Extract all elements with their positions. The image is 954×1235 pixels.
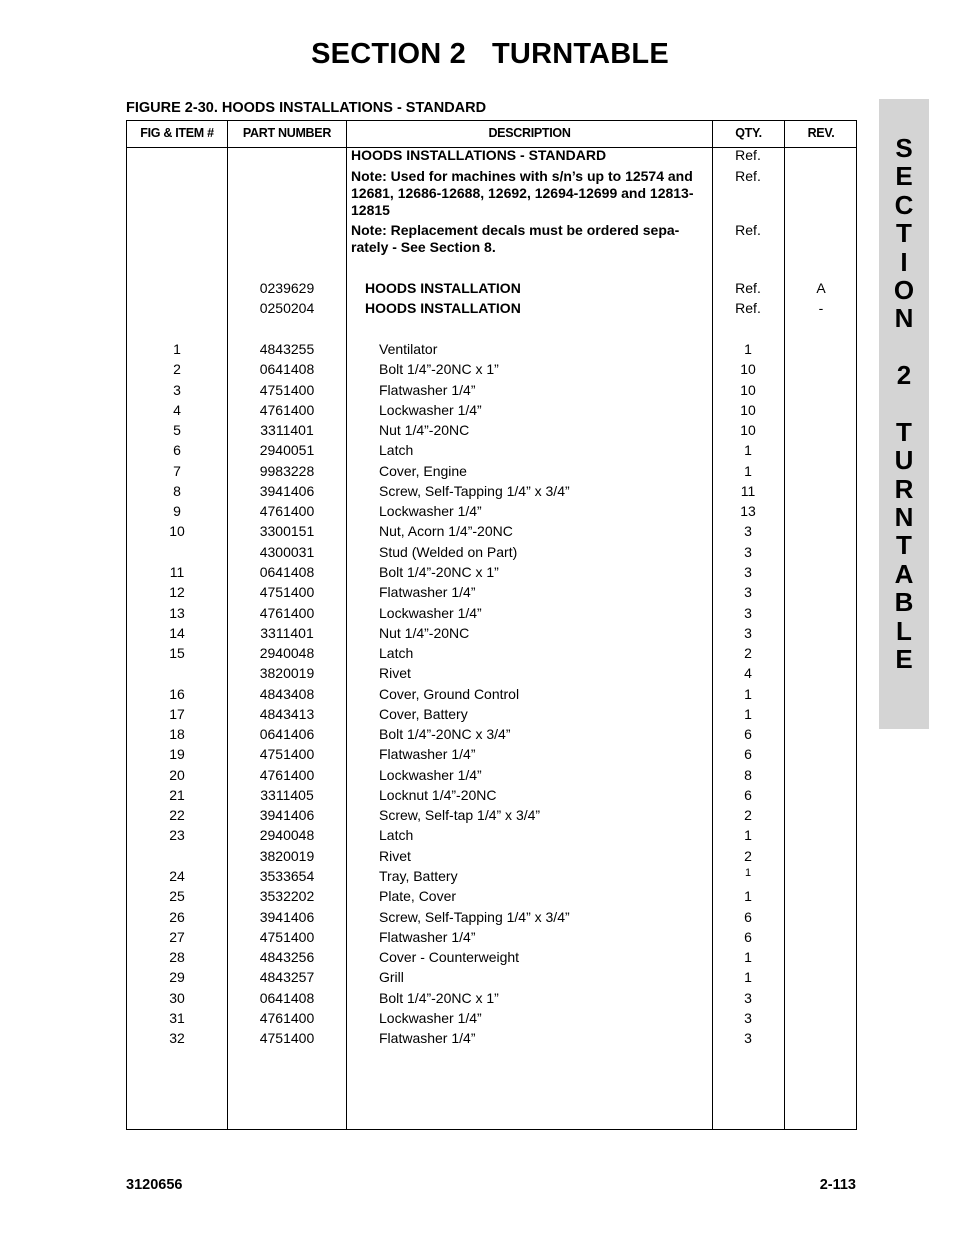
item-description: Latch <box>379 645 414 661</box>
header-description: DESCRIPTION <box>488 126 571 140</box>
item-number: 9 <box>173 503 181 519</box>
item-part-number: 3311405 <box>260 787 314 803</box>
item-description: Ventilator <box>379 341 438 357</box>
tab-letter: U <box>894 445 914 476</box>
item-number: 4 <box>173 402 181 418</box>
figure-title: FIGURE 2-30. HOODS INSTALLATIONS - STANDARD <box>126 100 487 116</box>
item-qty: 1 <box>744 867 752 879</box>
section-tab <box>879 99 929 729</box>
item-number: 2 <box>173 361 181 377</box>
assembly-qty: Ref. <box>735 300 761 316</box>
item-part-number: 4300031 <box>259 544 315 560</box>
note-qty: Ref. <box>735 222 761 238</box>
item-number: 13 <box>169 605 185 621</box>
item-part-number: 3311401 <box>260 625 314 641</box>
tab-letter: E <box>895 644 913 675</box>
item-qty: 11 <box>740 483 756 499</box>
item-description: Nut 1/4”-20NC <box>379 422 470 438</box>
item-part-number: 4761400 <box>259 402 315 418</box>
item-qty: 1 <box>744 827 752 843</box>
item-part-number: 3941406 <box>259 909 315 925</box>
item-part-number: 4843408 <box>259 686 315 702</box>
item-description: Bolt 1/4”-20NC x 1” <box>379 564 499 580</box>
header-fig-item: FIG & ITEM # <box>140 126 214 140</box>
item-number: 21 <box>169 787 185 803</box>
item-description: Rivet <box>379 665 411 681</box>
section-number: SECTION 2 <box>311 38 467 70</box>
item-qty: 3 <box>744 523 752 539</box>
item-number: 12 <box>169 584 185 600</box>
item-part-number: 3820019 <box>259 665 315 681</box>
item-description: Flatwasher 1/4” <box>379 584 476 600</box>
item-qty: 1 <box>744 686 752 702</box>
item-number: 20 <box>169 767 185 783</box>
item-qty: 13 <box>740 503 756 519</box>
tab-letter: O <box>893 274 915 305</box>
item-qty: 10 <box>740 361 756 377</box>
item-part-number: 2940051 <box>259 442 315 458</box>
section-title <box>0 38 954 71</box>
tab-letter: T <box>896 218 912 249</box>
header-qty: QTY. <box>735 126 762 140</box>
item-description: Rivet <box>379 848 411 864</box>
item-description: Screw, Self-tap 1/4” x 3/4” <box>379 807 541 823</box>
parts-table <box>126 120 857 1130</box>
item-number: 22 <box>169 807 185 823</box>
item-description: Nut 1/4”-20NC <box>379 625 470 641</box>
item-description: Cover, Battery <box>379 706 468 722</box>
item-qty: 3 <box>744 1010 752 1026</box>
item-number: 5 <box>173 422 181 438</box>
item-number: 23 <box>169 827 185 843</box>
item-description: Flatwasher 1/4” <box>379 382 476 398</box>
item-description: Locknut 1/4”-20NC <box>379 787 497 803</box>
item-number: 18 <box>169 726 185 742</box>
tab-letter: I <box>900 246 908 277</box>
item-description: Grill <box>379 969 404 985</box>
item-part-number: 4843255 <box>259 341 315 357</box>
item-part-number: 2940048 <box>259 645 315 661</box>
note-text: Note: Replacement decals must be ordered sepa-rately - See Section 8. <box>351 222 680 255</box>
item-qty: 10 <box>740 402 756 418</box>
item-qty: 3 <box>744 990 752 1006</box>
column-divider <box>784 121 785 1129</box>
tab-letter: C <box>894 189 914 220</box>
item-description: Plate, Cover <box>379 888 457 904</box>
item-number: 10 <box>169 523 185 539</box>
assembly-rev: A <box>816 280 826 296</box>
item-qty: 6 <box>744 909 752 925</box>
item-description: Bolt 1/4”-20NC x 1” <box>379 361 499 377</box>
item-part-number: 3311401 <box>260 422 314 438</box>
item-qty: 2 <box>744 645 752 661</box>
item-qty: 3 <box>744 544 752 560</box>
note-text: Note: Used for machines with s/n’s up to 12574 and 12681, 12686-12688, 12692, 12694-12699 and 12813-12815 <box>351 168 694 218</box>
item-qty: 2 <box>744 807 752 823</box>
item-part-number: 3532202 <box>259 888 315 904</box>
item-description: Latch <box>379 442 414 458</box>
item-number: 16 <box>169 686 185 702</box>
item-part-number: 3533654 <box>259 868 315 884</box>
item-number: 8 <box>173 483 181 499</box>
section-name: TURNTABLE <box>492 38 669 70</box>
item-part-number: 4761400 <box>259 503 315 519</box>
item-qty: 3 <box>744 605 752 621</box>
tab-letter: N <box>894 303 914 334</box>
item-part-number: 4751400 <box>259 746 315 762</box>
item-qty: 1 <box>744 706 752 722</box>
item-qty: 10 <box>740 382 756 398</box>
item-qty: 6 <box>744 746 752 762</box>
item-part-number: 4843257 <box>259 969 315 985</box>
item-number: 27 <box>169 929 185 945</box>
item-number: 7 <box>173 463 181 479</box>
item-number: 28 <box>169 949 185 965</box>
item-part-number: 4761400 <box>259 767 315 783</box>
header-rev: REV. <box>807 126 835 140</box>
item-qty: 10 <box>740 422 756 438</box>
item-description: Lockwasher 1/4” <box>379 503 482 519</box>
item-qty: 3 <box>744 584 752 600</box>
assembly-rev: - <box>818 300 824 316</box>
item-part-number: 4761400 <box>259 605 315 621</box>
tab-letter: N <box>894 502 914 533</box>
assembly-part-number: 0239629 <box>259 280 315 296</box>
item-description: Lockwasher 1/4” <box>379 1010 482 1026</box>
item-qty: 2 <box>744 848 752 864</box>
item-number: 32 <box>169 1030 185 1046</box>
item-part-number: 3941406 <box>259 483 315 499</box>
item-part-number: 4843413 <box>259 706 315 722</box>
tab-letter: B <box>894 587 914 618</box>
item-part-number: 4843256 <box>259 949 315 965</box>
note-text: HOODS INSTALLATIONS - STANDARD <box>351 147 607 163</box>
item-part-number: 0641408 <box>259 361 315 377</box>
item-part-number: 4751400 <box>259 584 315 600</box>
item-part-number: 3941406 <box>259 807 315 823</box>
assembly-qty: Ref. <box>735 280 761 296</box>
item-qty: 6 <box>744 787 752 803</box>
item-description: Flatwasher 1/4” <box>379 746 476 762</box>
item-description: Stud (Welded on Part) <box>379 544 518 560</box>
item-number: 19 <box>169 746 185 762</box>
item-description: Cover - Counterweight <box>379 949 520 965</box>
item-number: 17 <box>169 706 185 722</box>
item-part-number: 0641406 <box>259 726 315 742</box>
item-part-number: 4751400 <box>259 929 315 945</box>
tab-letter: E <box>895 161 913 192</box>
item-number: 31 <box>169 1010 185 1026</box>
section-tab-letters <box>879 134 929 673</box>
item-description: Flatwasher 1/4” <box>379 929 476 945</box>
item-description: Lockwasher 1/4” <box>379 605 482 621</box>
item-description: Cover, Ground Control <box>379 686 520 702</box>
item-description: Screw, Self-Tapping 1/4” x 3/4” <box>379 483 570 499</box>
item-description: Bolt 1/4”-20NC x 1” <box>379 990 499 1006</box>
item-part-number: 0641408 <box>259 990 315 1006</box>
tab-letter: T <box>896 530 912 561</box>
item-part-number: 9983228 <box>259 463 315 479</box>
item-number: 26 <box>169 909 185 925</box>
tab-letter: R <box>894 473 914 504</box>
page-number: 2-113 <box>819 1177 856 1193</box>
item-number: 30 <box>169 990 185 1006</box>
item-part-number: 4751400 <box>259 1030 315 1046</box>
item-number: 6 <box>173 442 181 458</box>
tab-letter: 2 <box>896 360 912 391</box>
item-number: 29 <box>169 969 185 985</box>
item-qty: 6 <box>744 726 752 742</box>
item-part-number: 3300151 <box>259 523 315 539</box>
item-description: Nut, Acorn 1/4”-20NC <box>379 523 513 539</box>
item-qty: 1 <box>744 969 752 985</box>
item-qty: 1 <box>744 442 752 458</box>
assembly-description: HOODS INSTALLATION <box>365 300 521 316</box>
item-part-number: 0641408 <box>259 564 315 580</box>
header-part-number: PART NUMBER <box>242 126 332 140</box>
item-description: Screw, Self-Tapping 1/4” x 3/4” <box>379 909 570 925</box>
item-number: 14 <box>169 625 185 641</box>
item-description: Flatwasher 1/4” <box>379 1030 476 1046</box>
item-qty: 1 <box>744 463 752 479</box>
item-number: 3 <box>173 382 181 398</box>
column-divider <box>346 121 347 1129</box>
item-qty: 3 <box>744 625 752 641</box>
item-description: Lockwasher 1/4” <box>379 402 482 418</box>
tab-letter: T <box>896 416 912 447</box>
assembly-part-number: 0250204 <box>259 300 315 316</box>
item-description: Bolt 1/4”-20NC x 3/4” <box>379 726 511 742</box>
item-description: Cover, Engine <box>379 463 467 479</box>
tab-letter: S <box>895 133 913 163</box>
item-number: 24 <box>169 868 185 884</box>
item-qty: 3 <box>744 564 752 580</box>
item-description: Tray, Battery <box>379 868 458 884</box>
assembly-description: HOODS INSTALLATION <box>365 280 521 296</box>
item-part-number: 4761400 <box>259 1010 315 1026</box>
tab-letter: L <box>896 615 912 646</box>
item-description: Latch <box>379 827 414 843</box>
item-part-number: 2940048 <box>259 827 315 843</box>
item-number: 15 <box>169 645 185 661</box>
item-description: Lockwasher 1/4” <box>379 767 482 783</box>
note-qty: Ref. <box>735 147 761 163</box>
item-part-number: 4751400 <box>259 382 315 398</box>
item-number: 1 <box>173 341 181 357</box>
item-number: 25 <box>169 888 185 904</box>
item-qty: 1 <box>744 888 752 904</box>
note-qty: Ref. <box>735 168 761 184</box>
item-qty: 1 <box>744 341 752 357</box>
document-number: 3120656 <box>126 1177 183 1193</box>
item-qty: 6 <box>744 929 752 945</box>
item-qty: 4 <box>744 665 752 681</box>
tab-letter: A <box>894 558 914 589</box>
item-number: 11 <box>169 564 185 580</box>
item-qty: 3 <box>744 1030 752 1046</box>
item-qty: 1 <box>744 949 752 965</box>
item-qty: 8 <box>744 767 752 783</box>
item-part-number: 3820019 <box>259 848 315 864</box>
